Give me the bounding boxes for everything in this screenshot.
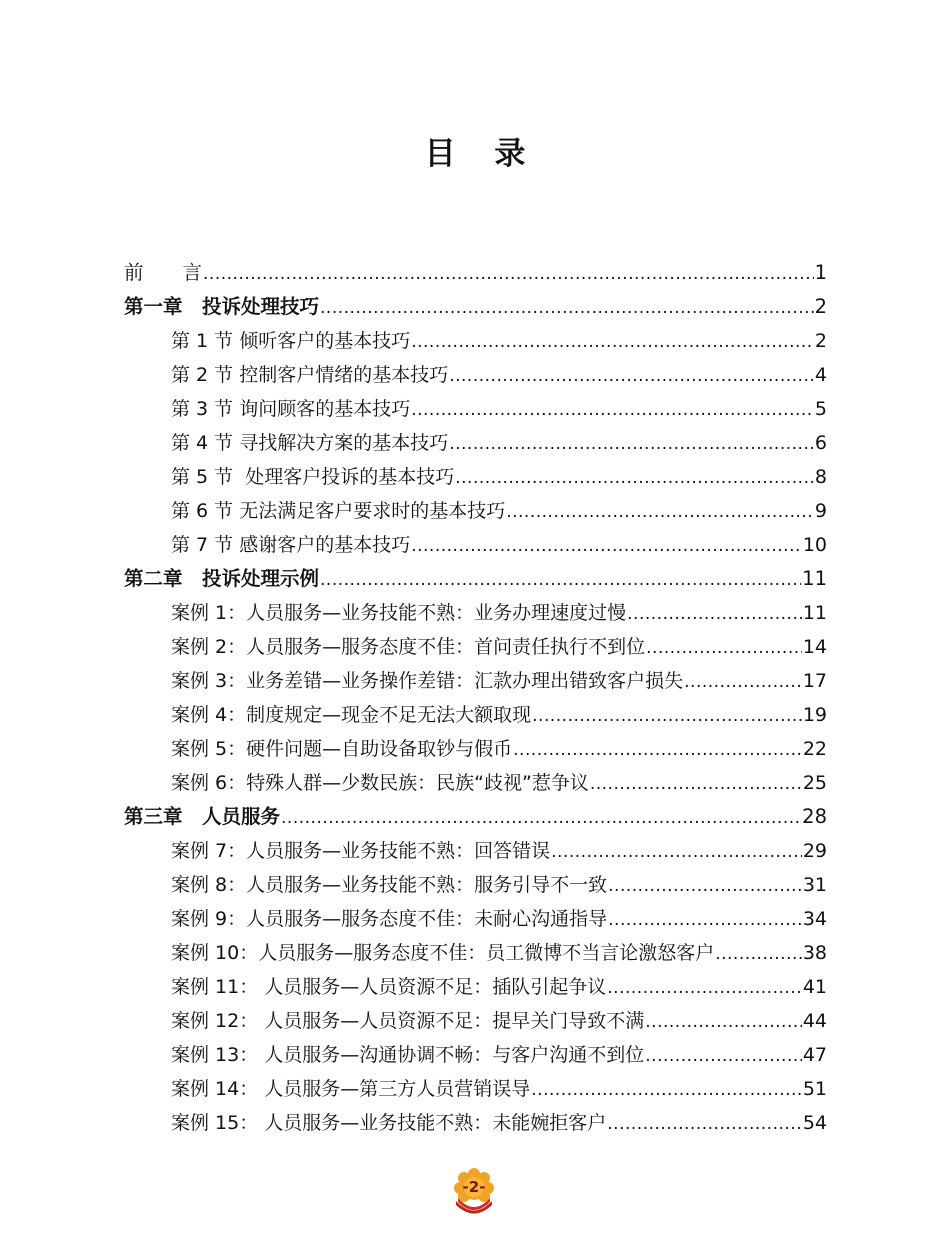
toc-section-entry[interactable] [124,664,827,698]
toc-entry-label: 第 3 节 询问顾客的基本技巧 [171,398,411,420]
toc-entry-label: 第一章 投诉处理技巧 [124,295,320,318]
toc-section-entry[interactable] [124,392,827,426]
toc-entry-page-number: 10 [802,534,827,556]
toc-entry-label: 第三章 人员服务 [124,805,281,828]
toc-leader-dots [715,937,802,971]
toc-entry-label: 案例 10：人员服务—服务态度不佳：员工微博不当言论激怒客户 [171,942,715,964]
toc-entry-label: 案例 12： 人员服务—人员资源不足：提早关门导致不满 [171,1010,645,1032]
toc-leader-dots [608,903,802,937]
toc-leader-dots [506,495,814,529]
toc-leader-dots [607,971,802,1005]
toc-section-entry[interactable] [124,1038,827,1072]
toc-entry-page-number: 5 [814,398,827,420]
toc-entry-page-number: 2 [814,330,827,352]
toc-leader-dots [531,1073,802,1107]
toc-entry-label: 第 5 节 处理客户投诉的基本技巧 [171,466,455,488]
toc-entry-page-number: 2 [814,295,827,318]
toc-entry-label: 案例 13： 人员服务—沟通协调不畅：与客户沟通不到位 [171,1044,645,1066]
toc-leader-dots [411,529,802,563]
toc-entry-label: 案例 15： 人员服务—业务技能不熟：未能婉拒客户 [171,1112,607,1134]
toc-entry-label: 第 7 节 感谢客户的基本技巧 [171,534,411,556]
toc-entry-page-number: 47 [802,1044,827,1066]
toc-entry-page-number: 22 [802,738,827,760]
toc-entry-page-number: 28 [802,805,827,828]
toc-entry-label: 案例 3：业务差错—业务操作差错：汇款办理出错致客户损失 [171,670,684,692]
toc-entry-label: 案例 8：人员服务—业务技能不熟：服务引导不一致 [171,874,608,896]
toc-entry-page-number: 8 [814,466,827,488]
toc-leader-dots [513,733,802,767]
toc-section-entry[interactable] [124,834,827,868]
page-number: -2- [462,1178,486,1196]
toc-entry-label: 第 2 节 控制客户情绪的基本技巧 [171,364,449,386]
toc-section-entry[interactable] [124,630,827,664]
toc-entry-label: 案例 14： 人员服务—第三方人员营销误导 [171,1078,531,1100]
toc-entry-page-number: 41 [802,976,827,998]
toc-entry-page-number: 1 [814,261,827,284]
toc-entry-page-number: 6 [814,432,827,454]
toc-entry-label: 第 6 节 无法满足客户要求时的基本技巧 [171,500,506,522]
toc-leader-dots [607,1107,802,1141]
toc-section-entry[interactable] [124,358,827,392]
toc-entry-page-number: 11 [802,602,827,624]
toc-leader-dots [590,767,802,801]
toc-entry-page-number: 14 [802,636,827,658]
toc-leader-dots [645,1039,802,1073]
toc-leader-dots [281,801,801,835]
toc-section-entry[interactable] [124,1004,827,1038]
toc-section-entry[interactable] [124,1106,827,1140]
toc-entry-page-number: 31 [802,874,827,896]
toc-entry-label: 案例 1：人员服务—业务技能不熟：业务办理速度过慢 [171,602,627,624]
toc-entry-label: 案例 9：人员服务—服务态度不佳：未耐心沟通指导 [171,908,608,930]
toc-entry-page-number: 9 [814,500,827,522]
toc-entry-label: 案例 4：制度规定—现金不足无法大额取现 [171,704,532,726]
toc-leader-dots [608,869,802,903]
table-of-contents [124,256,827,1140]
toc-section-entry[interactable] [124,426,827,460]
toc-chapter-entry[interactable] [124,290,827,324]
toc-entry-page-number: 19 [802,704,827,726]
toc-entry-label: 案例 2：人员服务—服务态度不佳：首问责任执行不到位 [171,636,646,658]
toc-leader-dots [646,631,802,665]
toc-entry-page-number: 51 [802,1078,827,1100]
toc-entry-page-number: 17 [802,670,827,692]
toc-chapter-entry[interactable] [124,800,827,834]
toc-entry-label: 前 言 [124,261,203,284]
toc-section-entry[interactable] [124,528,827,562]
toc-entry-label: 第二章 投诉处理示例 [124,567,320,590]
toc-leader-dots [645,1005,802,1039]
toc-section-entry[interactable] [124,596,827,630]
toc-section-entry[interactable] [124,970,827,1004]
toc-entry-label: 案例 7：人员服务—业务技能不熟：回答错误 [171,840,551,862]
toc-leader-dots [411,325,814,359]
toc-section-entry[interactable] [124,698,827,732]
toc-entry-label: 案例 11： 人员服务—人员资源不足：插队引起争议 [171,976,607,998]
toc-entry-page-number: 29 [802,840,827,862]
toc-chapter-entry[interactable] [124,256,827,290]
toc-leader-dots [627,597,802,631]
toc-entry-label: 第 1 节 倾听客户的基本技巧 [171,330,411,352]
toc-leader-dots [449,427,814,461]
toc-leader-dots [532,699,802,733]
toc-entry-page-number: 25 [802,772,827,794]
toc-section-entry[interactable] [124,766,827,800]
toc-section-entry[interactable] [124,868,827,902]
toc-leader-dots [455,461,814,495]
toc-leader-dots [449,359,814,393]
page-number-badge [452,1168,496,1214]
toc-section-entry[interactable] [124,902,827,936]
toc-entry-page-number: 38 [802,942,827,964]
toc-entry-page-number: 44 [802,1010,827,1032]
toc-section-entry[interactable] [124,936,827,970]
page-title: 目 录 [424,136,540,172]
toc-entry-label: 案例 6：特殊人群—少数民族：民族“歧视”惹争议 [171,772,589,794]
toc-leader-dots [684,665,802,699]
toc-section-entry[interactable] [124,494,827,528]
toc-section-entry[interactable] [124,460,827,494]
toc-entry-label: 第 4 节 寻找解决方案的基本技巧 [171,432,449,454]
toc-leader-dots [551,835,802,869]
toc-section-entry[interactable] [124,1072,827,1106]
toc-leader-dots [411,393,814,427]
toc-section-entry[interactable] [124,324,827,358]
toc-entry-label: 案例 5：硬件问题—自助设备取钞与假币 [171,738,513,760]
toc-entry-page-number: 34 [802,908,827,930]
toc-chapter-entry[interactable] [124,562,827,596]
toc-leader-dots [320,291,814,325]
toc-entry-page-number: 11 [802,567,827,590]
toc-section-entry[interactable] [124,732,827,766]
toc-leader-dots [320,563,801,597]
toc-entry-page-number: 54 [802,1112,827,1134]
toc-leader-dots [203,257,814,291]
toc-entry-page-number: 4 [814,364,827,386]
